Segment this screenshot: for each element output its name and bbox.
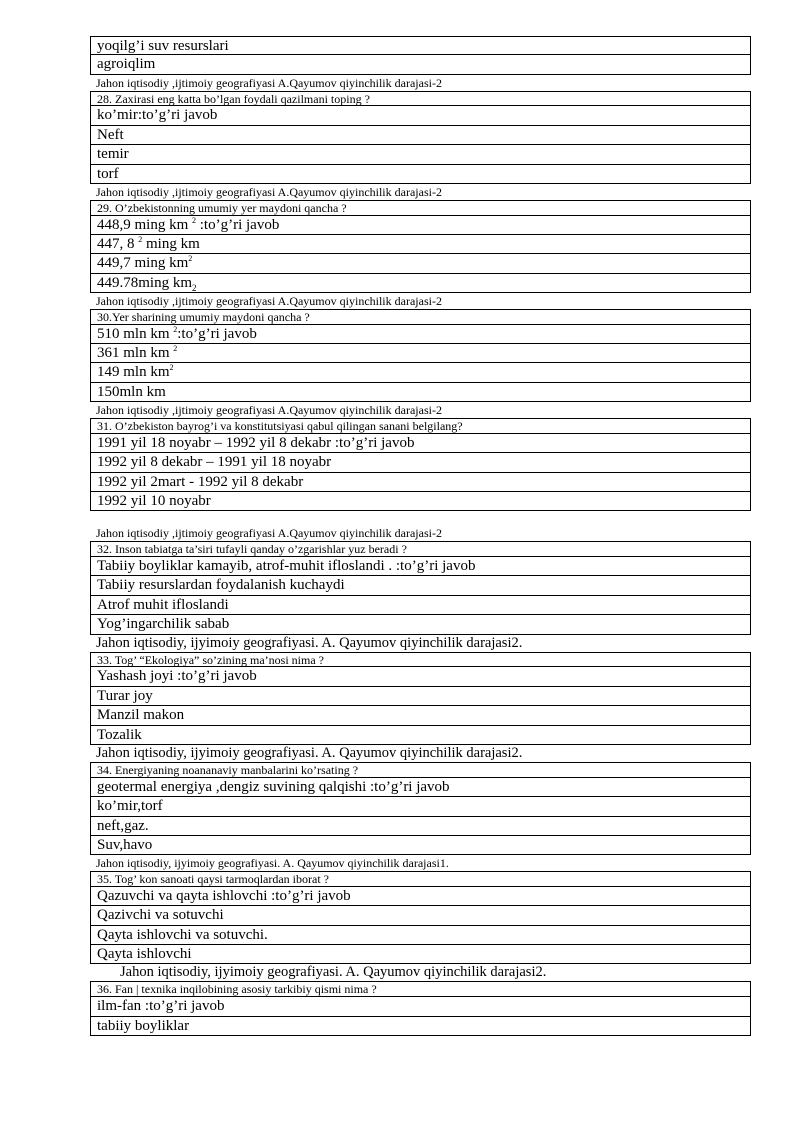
answer-option: Neft bbox=[90, 126, 751, 145]
answer-option: 1992 yil 10 noyabr bbox=[90, 492, 751, 511]
question-28: 28. Zaxirasi eng katta bo’lgan foydali qazilmani toping ? bbox=[90, 91, 751, 107]
answer-option: Yashash joyi :to’g’ri javob bbox=[90, 667, 751, 686]
answer-option: torf bbox=[90, 165, 751, 184]
answer-option: 447, 8 $^2$ ming km bbox=[90, 235, 751, 254]
answer-option: Atrof muhit ifloslandi bbox=[90, 596, 751, 615]
answer-option: 149 mln $km^2$ bbox=[90, 363, 751, 382]
answer-option: 510 mln km $^2$:to’g’ri javob bbox=[90, 325, 751, 344]
source-caption: Jahon iqtisodiy ,ijtimoiy geografiyasi A.Qayumov qiyinchilik darajasi-2 bbox=[96, 184, 442, 199]
answer-option: tabiiy boyliklar bbox=[90, 1017, 751, 1036]
answer-option: Qazuvchi va qayta ishlovchi :to’g’ri javob bbox=[90, 887, 751, 906]
source-caption: Jahon iqtisodiy, ijyimoiy geografiyasi. A. Qayumov qiyinchilik darajasi2. bbox=[96, 634, 523, 651]
answer-option: agroiqlim bbox=[90, 55, 751, 74]
answer-option: Tabiiy resurslardan foydalanish kuchaydi bbox=[90, 576, 751, 595]
question-32: 32. Inson tabiatga ta’siri tufayli qanday o’zgarishlar yuz beradi ? bbox=[90, 541, 751, 557]
answer-option: 1991 yil 18 noyabr – 1992 yil 8 dekabr :to’g’ri javob bbox=[90, 434, 751, 453]
source-caption: Jahon iqtisodiy ,ijtimoiy geografiyasi A.Qayumov qiyinchilik darajasi-2 bbox=[96, 75, 442, 90]
answer-option: Qayta ishlovchi va sotuvchi. bbox=[90, 926, 751, 945]
source-caption: Jahon iqtisodiy ,ijtimoiy geografiyasi A.Qayumov qiyinchilik darajasi-2 bbox=[96, 294, 442, 309]
answer-option: neft,gaz. bbox=[90, 817, 751, 836]
answer-option: 1992 yil 8 dekabr – 1991 yil 18 noyabr bbox=[90, 453, 751, 472]
answer-option: Tabiiy boyliklar kamayib, atrof-muhit ifloslandi . :to’g’ri javob bbox=[90, 557, 751, 576]
question-33: 33. Tog’ “Ekologiya” so’zining ma’nosi nima ? bbox=[90, 652, 751, 668]
answer-option: Qazivchi va sotuvchi bbox=[90, 906, 751, 925]
source-caption: Jahon iqtisodiy ,ijtimoiy geografiyasi A.Qayumov qiyinchilik darajasi-2 bbox=[96, 526, 442, 541]
source-caption: Jahon iqtisodiy, ijyimoiy geografiyasi. A. Qayumov qiyinchilik darajasi2. bbox=[96, 744, 523, 761]
question-30: 30.Yer sharining umumiy maydoni qancha ? bbox=[90, 309, 751, 325]
answer-option: 449,7 ming $km^2$ bbox=[90, 254, 751, 273]
question-35: 35. Tog’ kon sanoati qaysi tarmoqlardan iborat ? bbox=[90, 871, 751, 887]
question-31: 31. O’zbekiston bayrog’i va konstitutsiyasi qabul qilingan sanani belgilang? bbox=[90, 418, 751, 434]
answer-option: Turar joy bbox=[90, 687, 751, 706]
source-caption: Jahon iqtisodiy ,ijtimoiy geografiyasi A.Qayumov qiyinchilik darajasi-2 bbox=[96, 403, 442, 418]
answer-option: 1992 yil 2mart - 1992 yil 8 dekabr bbox=[90, 473, 751, 492]
source-caption: Jahon iqtisodiy, ijyimoiy geografiyasi. A. Qayumov qiyinchilik darajasi1. bbox=[96, 856, 449, 871]
answer-option: 361 mln km $^2$ bbox=[90, 344, 751, 363]
answer-option: 448,9 ming km $^2$ :to’g’ri javob bbox=[90, 216, 751, 235]
question-34: 34. Energiyaning noananaviy manbalarini ko’rsating ? bbox=[90, 762, 751, 778]
source-caption: Jahon iqtisodiy, ijyimoiy geografiyasi. A. Qayumov qiyinchilik darajasi2. bbox=[120, 964, 547, 981]
answer-option: 449.78ming $km_2$ bbox=[90, 274, 751, 293]
test-document bbox=[90, 36, 751, 1036]
answer-option: ko’mir:to’g’ri javob bbox=[90, 106, 751, 125]
question-36: 36. Fan | texnika inqilobining asosiy tarkibiy qismi nima ? bbox=[90, 981, 751, 997]
answer-option: Tozalik bbox=[90, 726, 751, 745]
question-29: 29. O’zbekistonning umumiy yer maydoni qancha ? bbox=[90, 200, 751, 216]
answer-option: Suv,havo bbox=[90, 836, 751, 855]
answer-option: geotermal energiya ,dengiz suvining qalqishi :to’g’ri javob bbox=[90, 778, 751, 797]
answer-option: Yog’ingarchilik sabab bbox=[90, 615, 751, 634]
answer-option: temir bbox=[90, 145, 751, 164]
answer-option: Manzil makon bbox=[90, 706, 751, 725]
answer-option: Qayta ishlovchi bbox=[90, 945, 751, 964]
answer-option: 150mln km bbox=[90, 383, 751, 402]
answer-option: ilm-fan :to’g’ri javob bbox=[90, 997, 751, 1016]
answer-option: yoqilg’i suv resurslari bbox=[90, 36, 751, 55]
answer-option: ko’mir,torf bbox=[90, 797, 751, 816]
